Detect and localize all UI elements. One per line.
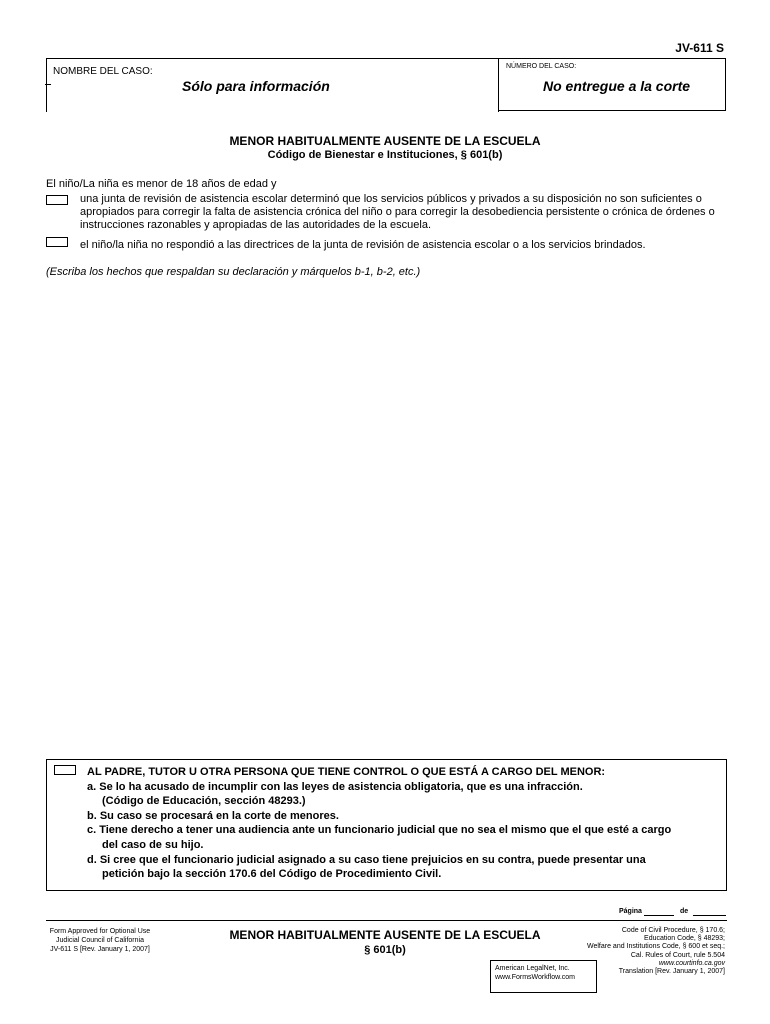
page-label: Página [619,908,642,915]
page-number-line[interactable] [644,915,674,916]
form-subtitle: Código de Bienestar e Instituciones, § 601(b) [267,149,503,161]
notice-item-a: a. Se lo ha acusado de incumplir con las leyes de asistencia obligatoria, que es una infracción. [87,780,583,793]
parent-notice-checkbox[interactable] [54,765,76,775]
footer-right-line: Welfare and Institutions Code, § 600 et seq.; [586,943,725,951]
page-total-line[interactable] [693,915,726,916]
footer-section: § 601(b) [364,944,406,956]
footer-right-line: Code of Civil Procedure, § 170.6; [621,927,725,934]
notice-item-b: b. Su caso se procesará en la corte de menores. [87,809,339,822]
form-id: JV-611 S [675,41,724,55]
notice-item-d-cont: petición bajo la sección 170.6 del Código de Procedimiento Civil. [102,868,442,881]
footer-rule [46,920,727,921]
notice-item-c: c. Tiene derecho a tener una audiencia ante un funcionario judicial que no sea el mismo que el que esté a cargo [87,824,672,837]
option1-checkbox[interactable] [46,195,68,205]
option2-checkbox[interactable] [46,237,68,247]
legalnet-stamp [490,960,597,993]
case-name-label: NOMBRE DEL CASO: [53,66,153,77]
intro-text: El niño/La niña es menor de 18 años de edad y [46,178,277,190]
no-court-text: No entregue a la corte [543,78,691,94]
form-title: MENOR HABITUALMENTE AUSENTE DE LA ESCUELA [229,134,541,148]
footer-left-line: Form Approved for Optional Use [49,928,151,935]
footer-left-line: JV-611 S [Rev. January 1, 2007] [50,946,150,953]
parent-notice-box [46,759,727,891]
footer-right-line: Cal. Rules of Court, rule 5.504 [630,951,725,959]
of-label: de [680,908,689,915]
case-number-label: NÚMERO DEL CASO: [506,63,577,70]
footer-title: MENOR HABITUALMENTE AUSENTE DE LA ESCUELA [229,928,541,942]
notice-heading: AL PADRE, TUTOR U OTRA PERSONA QUE TIENE CONTROL O QUE ESTÁ A CARGO DEL MENOR: [87,766,606,778]
instructions-text: (Escriba los hechos que respaldan su declaración y márquelos b-1, b-2, etc.) [46,266,421,278]
notice-item-d: d. Si cree que el funcionario judicial asignado a su caso tiene prejuicios en su contra, puede presentar una [87,853,646,866]
notice-item-c-cont: del caso de su hijo. [102,838,204,851]
option2-text: el niño/la niña no respondió a las directrices de la junta de revisión de asistencia escolar o a los servicios brindados. [80,239,646,251]
notice-item-a-cont: (Código de Educación, sección 48293.) [102,795,306,808]
option1-text: una junta de revisión de asistencia escolar determinó que los servicios públicos y privados a su disposición no son suficientes o apropiados para corregir la falta de asistencia crónica del niño o para corregir la desobediencia persistente o crónica de órdenes o instrucciones razonables y apropiadas de las autoridades de la escuela. [80,193,715,231]
footer-right-line: Translation [Rev. January 1, 2007] [618,968,725,976]
footer-left-line: Judicial Council of California [56,937,144,944]
stamp-line: American LegalNet, Inc. [495,965,570,972]
stamp-link[interactable]: www.FormsWorkflow.com [495,974,575,981]
case-info-text: Sólo para información [182,78,330,94]
footer-right-line: Education Code, § 48293; [644,935,725,943]
footer-right-link[interactable]: www.courtinfo.ca.gov [658,959,725,967]
